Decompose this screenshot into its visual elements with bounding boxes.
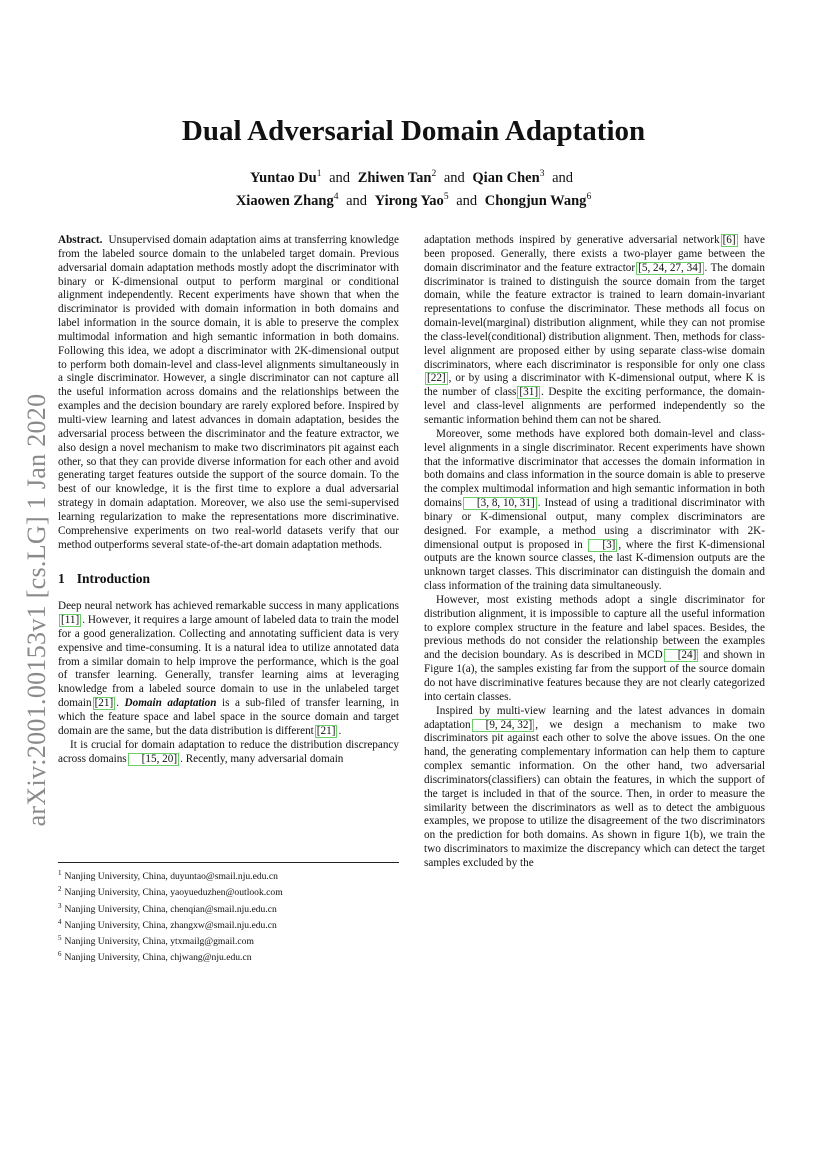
text-run: . Instead of using a traditional discriminator with binary or K-dimensional output, many complex discriminators are designed. For example, a method using a discriminator with 2K-dimensional output is proposed in [424,497,765,551]
footnote-text: Nanjing University, China, zhangxw@smail.nju.edu.cn [64,920,277,932]
author-line-1 [0,165,827,188]
citation-link[interactable]: [3] [588,539,617,552]
text-run: Moreover, some methods have explored both domain-level and class-level alignments in a single discriminator. Recent experiments have shown that the informative discriminator that accesses the domain information in both domains and class information in the source domain is able to preserve the complex multimodal information and high semantic information in both domains [424,427,765,510]
text-run: . [338,724,342,737]
author-name: Xiaowen Zhang [235,192,334,209]
text-run: However, most existing methods adopt a single discriminator for distribution alignment, it is impossible to capture all the useful information to explore complex structure in the feature and label spaces. Besides, the previous methods do not consider the relationship between the examples and the decision boundary. As is described in MCD [424,593,765,662]
text-run: Inspired by multi-view learning and the latest advances in domain adaptation [424,704,765,731]
citation-link[interactable]: [15, 20] [128,753,179,766]
intro-paragraph [58,739,399,767]
arxiv-stamp [22,375,52,845]
citation-link[interactable]: [24] [664,649,699,662]
affiliation-mark: 4 [333,191,339,202]
footnote-mark: 4 [58,917,62,926]
footnote [58,867,399,883]
intro-paragraph [424,428,765,594]
footnote-mark: 1 [58,869,62,877]
author-conjunction: and [552,169,573,186]
author-name: Qian Chen [472,169,540,186]
footnote-text: Nanjing University, China, chenqian@smail.nju.edu.cn [64,903,277,915]
text-run: Deep neural network has achieved remarkable success in many applications [58,600,399,613]
author-conjunction: and [443,169,465,186]
section-title: Introduction [76,571,151,587]
text-run: . [116,697,125,710]
footnote-text: Nanjing University, China, chjwang@nju.edu.cn [64,952,252,964]
footnote-mark: 3 [58,901,62,910]
intro-paragraph [424,705,765,871]
footnote [58,900,399,916]
text-run: and shown in Figure 1(a), the samples existing far from the support of the source domain do not have discriminative features because they are not clearly categorized into certain classes. [424,649,765,703]
paper-title: Dual Adversarial Domain Adaptation [181,115,646,147]
abstract-text: Unsupervised domain adaptation aims at transferring knowledge from the labeled source domain to the unlabeled target domain. Previous adversarial domain adaptation methods mostly adopt the discriminator with binary or K-dimensional output to perform marginal or conditional alignment independently. Recent experiments have shown that when the discriminator is provided with domain information in both domains and label information in the source domain, it is able to preserve the complex multimodal information and high semantic information in both domains. Following this idea, we adopt a discriminator with 2K-dimensional output to perform both domain-level and class-level alignments simultaneously in a single discriminator. However, a single discriminator can not capture all the useful information across domains and the relationships between the examples and the decision boundary are rarely explored before. Inspired by multi-view learning and latest advances in domain adaptation, besides the adversarial process between the discriminator and the feature extractor, we also design a novel mechanism to make two discriminators pit against each other, so that they can provide diverse information for each other and avoid generating target features outside the support of the source domain. To the best of our knowledge, it is the first time to explore a dual adversarial strategy in domain adaptation. Moreover, we also use the semi-supervised learning regularization to make the representations more discriminative. Comprehensive experiments on two real-world datasets verify that our method outperforms several state-of-the-art domain adaptation methods. [58,234,399,551]
abstract [58,234,399,552]
footnote-text: Nanjing University, China, duyuntao@smail.nju.edu.cn [64,871,278,883]
footnotes [58,862,399,965]
text-run: . However, it requires a large amount of labeled data to train the model for a good generalization. Collecting and annotating sufficient data is very expensive and time-consuming. It is a natural idea to utilize annotated data from a similar domain to help improve the performance, which is the goal of transfer learning. Generally, transfer learning aims at leveraging knowledge from a labeled source domain to use in the unlabeled target domain [58,614,399,710]
text-run: . Recently, many adversarial domain [180,752,344,765]
text-run: have been proposed. Generally, there exists a two-player game between the domain discriminator and the feature extractor [424,234,765,274]
footnote-mark: 5 [58,934,62,943]
citation-link[interactable]: [5, 24, 27, 34] [638,261,702,274]
author-name: Zhiwen Tan [357,169,432,186]
author-conjunction: and [329,169,351,186]
affiliation-mark: 3 [539,169,545,179]
intro-paragraph [58,600,399,738]
text-run: adaptation methods inspired by generative adversarial network [424,234,720,246]
footnote [58,883,399,899]
footnote [58,916,399,932]
citation-link[interactable]: [3, 8, 10, 31] [463,497,537,510]
author-conjunction: and [346,192,368,209]
author-name: Chongjun Wang [484,192,587,209]
citation-link[interactable]: [22] [427,372,446,385]
section-heading [58,572,399,586]
affiliation-mark: 6 [586,191,592,202]
text-run: . The domain discriminator is trained to distinguish the source domain from the target domain, while the feature extractor is trained to learn domain-invariant representations to confuse the discriminator. These methods all focus on domain-level(marginal) distribution alignment, while they can not promise the class-level(conditional) distribution alignment. Then, methods for class-level alignment are proposed either by using separate class-wise domain discriminators, where each discriminator is responsible for only one class [424,261,765,371]
footnote-mark: 6 [58,950,62,959]
affiliation-mark: 1 [316,169,322,179]
citation-link[interactable]: [6] [722,234,736,246]
abstract-label: Abstract. [58,234,103,246]
text-run: , we design a mechanism to make two discriminators pit against each other to solve the above issues. On the one hand, the generating complementary information can help them to capture complex semantic information. On the other hand, two adversarial discriminators(classifiers) can obtain the features, in which the support of the target is included in that of the source. Then, in order to measure the similarity between the discriminators as well as to detect the ambiguous examples, we propose to utilize the disagreement of the two discriminators on the prediction for both domains. As shown in figure 1(b), we train the two discriminators to maximize the discrepancy which can detect the target samples excluded by the [424,718,765,869]
arxiv-identifier[interactable]: arXiv:2001.00153v1 [cs.LG] 1 Jan 2020 [22,393,51,827]
text-run: is a sub-filed of transfer learning, in which the feature space and label space in the source domain and target domain are the same, but the data distribution is different [58,697,399,737]
intro-paragraph [424,594,765,705]
author-name: Yirong Yao [374,192,444,209]
affiliation-mark: 2 [431,169,437,179]
citation-link[interactable]: [21] [94,697,114,710]
left-column [58,234,399,766]
term-domain-adaptation: Domain adaptation [124,697,217,710]
footnote [58,948,399,964]
footnote-text: Nanjing University, China, ytxmailg@gmail.com [64,936,254,948]
citation-link[interactable]: [9, 24, 32] [472,719,535,732]
author-name: Yuntao Du [249,169,317,186]
citation-link[interactable]: [21] [316,724,336,737]
footnote-mark: 2 [58,885,62,894]
text-run: , or by using a discriminator with K-dimensional output, where K is the number of class [424,372,765,399]
footnote [58,932,399,948]
author-line-2 [0,188,827,211]
section-number: 1 [58,571,65,587]
author-conjunction: and [456,192,478,209]
affiliation-mark: 5 [443,191,449,202]
text-run: , where the first K-dimensional outputs are the known source classes, the last K-dimension outputs are the unknown target classes. This discriminator can distinguish the domain and class information of the training data simultaneously. [424,538,765,593]
intro-paragraph [424,234,765,428]
text-run: It is crucial for domain adaptation to reduce the distribution discrepancy across domains [58,738,399,765]
text-run: . Despite the exciting performance, the domain-level and class-level alignments are performed independently so the semantic information behind them can not be shared. [424,386,765,426]
citation-link[interactable]: [11] [61,614,80,627]
right-column [424,234,765,871]
citation-link[interactable]: [31] [519,386,539,399]
author-list [0,165,827,211]
footnote-text: Nanjing University, China, yaoyueduzhen@outlook.com [64,887,283,899]
